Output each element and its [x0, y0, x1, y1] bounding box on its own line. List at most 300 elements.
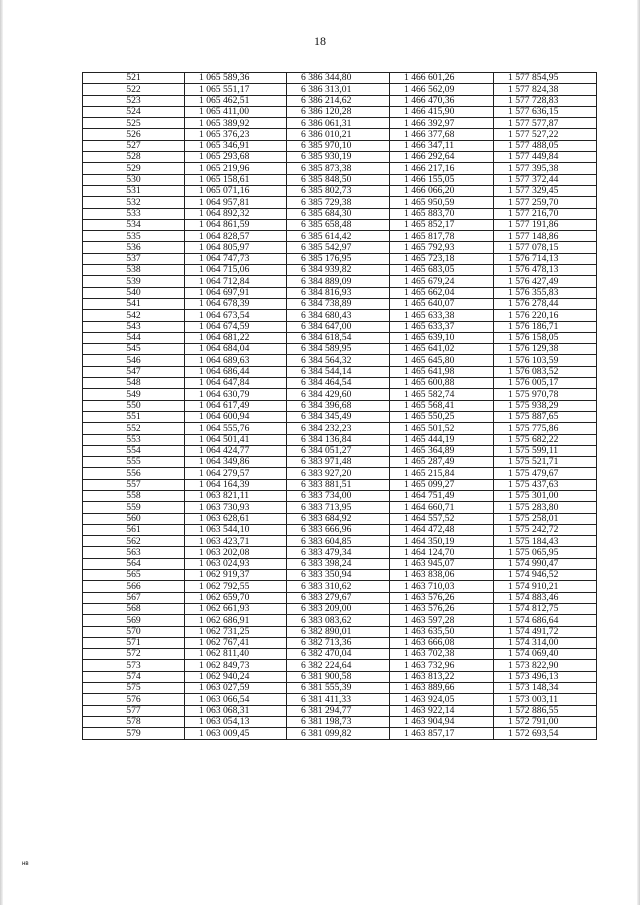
y2-cell: 1 577 527,22	[494, 129, 597, 140]
x1-cell: 1 064 555,76	[185, 423, 287, 434]
y1-cell: 6 382 224,64	[287, 660, 390, 671]
y2-cell: 1 574 314,00	[494, 637, 597, 648]
table-row	[83, 152, 597, 163]
table-row	[83, 705, 597, 716]
y1-cell: 6 384 136,84	[287, 434, 390, 445]
x2-cell: 1 465 645,80	[390, 355, 494, 366]
point-number-cell: 525	[83, 118, 185, 129]
x1-cell: 1 064 600,94	[185, 411, 287, 422]
y1-cell: 6 383 927,20	[287, 468, 390, 479]
x1-cell: 1 064 861,59	[185, 219, 287, 230]
x2-cell: 1 463 732,96	[390, 660, 494, 671]
y1-cell: 6 383 666,96	[287, 524, 390, 535]
table-row	[83, 231, 597, 242]
table-row	[83, 411, 597, 422]
x2-cell: 1 465 582,74	[390, 389, 494, 400]
table-row	[83, 536, 597, 547]
y1-cell: 6 384 618,54	[287, 332, 390, 343]
x1-cell: 1 064 617,49	[185, 400, 287, 411]
x2-cell: 1 465 501,52	[390, 423, 494, 434]
x1-cell: 1 062 686,91	[185, 615, 287, 626]
y2-cell: 1 574 491,72	[494, 626, 597, 637]
x1-cell: 1 064 805,97	[185, 242, 287, 253]
y1-cell: 6 383 350,94	[287, 570, 390, 581]
y2-cell: 1 575 682,22	[494, 434, 597, 445]
y2-cell: 1 575 521,71	[494, 457, 597, 468]
y2-cell: 1 574 686,64	[494, 615, 597, 626]
point-number-cell: 530	[83, 174, 185, 185]
y1-cell: 6 384 589,95	[287, 344, 390, 355]
table-row	[83, 468, 597, 479]
table-row	[83, 219, 597, 230]
x1-cell: 1 064 747,73	[185, 253, 287, 264]
table-row	[83, 671, 597, 682]
x2-cell: 1 465 950,59	[390, 197, 494, 208]
point-number-cell: 565	[83, 570, 185, 581]
y2-cell: 1 572 693,54	[494, 728, 597, 739]
point-number-cell: 573	[83, 660, 185, 671]
x2-cell: 1 463 945,07	[390, 558, 494, 569]
table-row	[83, 197, 597, 208]
y2-cell: 1 577 488,05	[494, 140, 597, 151]
y2-cell: 1 576 083,52	[494, 366, 597, 377]
y2-cell: 1 573 003,11	[494, 694, 597, 705]
y1-cell: 6 384 232,23	[287, 423, 390, 434]
x2-cell: 1 465 215,84	[390, 468, 494, 479]
x1-cell: 1 064 957,81	[185, 197, 287, 208]
point-number-cell: 552	[83, 423, 185, 434]
y2-cell: 1 574 946,52	[494, 570, 597, 581]
point-number-cell: 579	[83, 728, 185, 739]
point-number-cell: 542	[83, 310, 185, 321]
point-number-cell: 577	[83, 705, 185, 716]
table-row	[83, 253, 597, 264]
x1-cell: 1 062 659,70	[185, 592, 287, 603]
point-number-cell: 522	[83, 84, 185, 95]
point-number-cell: 526	[83, 129, 185, 140]
x2-cell: 1 465 444,19	[390, 434, 494, 445]
table-row	[83, 660, 597, 671]
point-number-cell: 575	[83, 683, 185, 694]
y2-cell: 1 574 910,21	[494, 581, 597, 592]
y2-cell: 1 574 883,46	[494, 592, 597, 603]
y2-cell: 1 577 191,86	[494, 219, 597, 230]
y2-cell: 1 577 577,87	[494, 118, 597, 129]
x1-cell: 1 064 630,79	[185, 389, 287, 400]
table-row	[83, 490, 597, 501]
y1-cell: 6 384 889,09	[287, 276, 390, 287]
x1-cell: 1 063 009,45	[185, 728, 287, 739]
point-number-cell: 568	[83, 603, 185, 614]
table-row	[83, 615, 597, 626]
y2-cell: 1 576 278,44	[494, 298, 597, 309]
y1-cell: 6 386 344,80	[287, 73, 390, 84]
x1-cell: 1 064 828,57	[185, 231, 287, 242]
point-number-cell: 524	[83, 106, 185, 117]
table-row	[83, 73, 597, 84]
table-row	[83, 445, 597, 456]
x2-cell: 1 465 792,93	[390, 242, 494, 253]
x2-cell: 1 463 838,06	[390, 570, 494, 581]
x2-cell: 1 465 633,38	[390, 310, 494, 321]
y2-cell: 1 576 355,83	[494, 287, 597, 298]
y2-cell: 1 577 854,95	[494, 73, 597, 84]
table-row	[83, 185, 597, 196]
point-number-cell: 576	[83, 694, 185, 705]
x1-cell: 1 065 071,16	[185, 185, 287, 196]
x1-cell: 1 064 349,86	[185, 457, 287, 468]
y1-cell: 6 384 051,27	[287, 445, 390, 456]
point-number-cell: 546	[83, 355, 185, 366]
x1-cell: 1 064 715,06	[185, 265, 287, 276]
x1-cell: 1 062 919,37	[185, 570, 287, 581]
x1-cell: 1 063 066,54	[185, 694, 287, 705]
y1-cell: 6 383 971,48	[287, 457, 390, 468]
point-number-cell: 556	[83, 468, 185, 479]
x1-cell: 1 064 164,39	[185, 479, 287, 490]
y2-cell: 1 576 103,59	[494, 355, 597, 366]
x1-cell: 1 064 681,22	[185, 332, 287, 343]
y1-cell: 6 384 345,49	[287, 411, 390, 422]
table-row	[83, 106, 597, 117]
table-row	[83, 400, 597, 411]
y1-cell: 6 381 411,33	[287, 694, 390, 705]
y2-cell: 1 573 148,34	[494, 683, 597, 694]
y2-cell: 1 577 259,70	[494, 197, 597, 208]
x2-cell: 1 466 377,68	[390, 129, 494, 140]
scan-edge-left	[0, 0, 3, 905]
y2-cell: 1 575 242,72	[494, 524, 597, 535]
point-number-cell: 551	[83, 411, 185, 422]
table-row	[83, 332, 597, 343]
x2-cell: 1 465 364,89	[390, 445, 494, 456]
y2-cell: 1 572 886,55	[494, 705, 597, 716]
table-row	[83, 524, 597, 535]
x1-cell: 1 063 821,11	[185, 490, 287, 501]
table-row	[83, 265, 597, 276]
y1-cell: 6 384 939,82	[287, 265, 390, 276]
y1-cell: 6 383 398,24	[287, 558, 390, 569]
table-row	[83, 558, 597, 569]
x2-cell: 1 465 287,49	[390, 457, 494, 468]
y2-cell: 1 575 970,78	[494, 389, 597, 400]
y1-cell: 6 383 881,51	[287, 479, 390, 490]
y1-cell: 6 383 310,62	[287, 581, 390, 592]
point-number-cell: 550	[83, 400, 185, 411]
x2-cell: 1 464 660,71	[390, 502, 494, 513]
point-number-cell: 547	[83, 366, 185, 377]
y2-cell: 1 577 216,70	[494, 208, 597, 219]
x2-cell: 1 466 347,11	[390, 140, 494, 151]
x1-cell: 1 062 767,41	[185, 637, 287, 648]
table-row	[83, 163, 597, 174]
y1-cell: 6 385 930,19	[287, 152, 390, 163]
point-number-cell: 537	[83, 253, 185, 264]
x1-cell: 1 062 811,40	[185, 649, 287, 660]
y2-cell: 1 575 065,95	[494, 547, 597, 558]
y1-cell: 6 386 061,31	[287, 118, 390, 129]
point-number-cell: 554	[83, 445, 185, 456]
x1-cell: 1 064 697,91	[185, 287, 287, 298]
y1-cell: 6 381 198,73	[287, 716, 390, 727]
x1-cell: 1 062 792,55	[185, 581, 287, 592]
y2-cell: 1 572 791,00	[494, 716, 597, 727]
x2-cell: 1 464 557,52	[390, 513, 494, 524]
point-number-cell: 560	[83, 513, 185, 524]
x2-cell: 1 465 600,88	[390, 378, 494, 389]
x2-cell: 1 465 723,18	[390, 253, 494, 264]
y2-cell: 1 576 005,17	[494, 378, 597, 389]
x1-cell: 1 065 219,96	[185, 163, 287, 174]
y1-cell: 6 385 848,50	[287, 174, 390, 185]
table-row	[83, 287, 597, 298]
y2-cell: 1 576 186,71	[494, 321, 597, 332]
point-number-cell: 557	[83, 479, 185, 490]
table-row	[83, 129, 597, 140]
x2-cell: 1 465 550,25	[390, 411, 494, 422]
y1-cell: 6 381 294,77	[287, 705, 390, 716]
x1-cell: 1 063 730,93	[185, 502, 287, 513]
table-row	[83, 513, 597, 524]
table-row	[83, 389, 597, 400]
x1-cell: 1 065 462,51	[185, 95, 287, 106]
table-row	[83, 366, 597, 377]
x2-cell: 1 463 813,22	[390, 671, 494, 682]
table-row	[83, 581, 597, 592]
x1-cell: 1 065 158,61	[185, 174, 287, 185]
y2-cell: 1 574 812,75	[494, 603, 597, 614]
y2-cell: 1 576 129,38	[494, 344, 597, 355]
y1-cell: 6 382 470,04	[287, 649, 390, 660]
x2-cell: 1 466 470,36	[390, 95, 494, 106]
y2-cell: 1 577 148,86	[494, 231, 597, 242]
table-row	[83, 242, 597, 253]
y1-cell: 6 385 542,97	[287, 242, 390, 253]
y1-cell: 6 385 176,95	[287, 253, 390, 264]
table-row	[83, 140, 597, 151]
y1-cell: 6 382 890,01	[287, 626, 390, 637]
y1-cell: 6 385 729,38	[287, 197, 390, 208]
table-row	[83, 423, 597, 434]
point-number-cell: 566	[83, 581, 185, 592]
y1-cell: 6 381 900,58	[287, 671, 390, 682]
point-number-cell: 531	[83, 185, 185, 196]
x2-cell: 1 466 562,09	[390, 84, 494, 95]
x1-cell: 1 062 731,25	[185, 626, 287, 637]
table-row	[83, 603, 597, 614]
x1-cell: 1 065 551,17	[185, 84, 287, 95]
x2-cell: 1 465 679,24	[390, 276, 494, 287]
y2-cell: 1 575 258,01	[494, 513, 597, 524]
x2-cell: 1 465 662,04	[390, 287, 494, 298]
y1-cell: 6 386 010,21	[287, 129, 390, 140]
y1-cell: 6 383 684,92	[287, 513, 390, 524]
x1-cell: 1 065 293,68	[185, 152, 287, 163]
table-row	[83, 298, 597, 309]
y1-cell: 6 383 604,85	[287, 536, 390, 547]
y2-cell: 1 575 938,29	[494, 400, 597, 411]
table-row	[83, 502, 597, 513]
point-number-cell: 521	[83, 73, 185, 84]
y2-cell: 1 574 990,47	[494, 558, 597, 569]
y2-cell: 1 575 184,43	[494, 536, 597, 547]
table-row	[83, 321, 597, 332]
y1-cell: 6 381 555,39	[287, 683, 390, 694]
x1-cell: 1 064 712,84	[185, 276, 287, 287]
table-row	[83, 547, 597, 558]
y1-cell: 6 385 802,73	[287, 185, 390, 196]
point-number-cell: 538	[83, 265, 185, 276]
point-number-cell: 564	[83, 558, 185, 569]
point-number-cell: 549	[83, 389, 185, 400]
table-row	[83, 694, 597, 705]
x2-cell: 1 465 640,07	[390, 298, 494, 309]
y2-cell: 1 577 728,83	[494, 95, 597, 106]
x1-cell: 1 064 678,39	[185, 298, 287, 309]
x1-cell: 1 065 411,00	[185, 106, 287, 117]
table-row	[83, 310, 597, 321]
y2-cell: 1 577 636,15	[494, 106, 597, 117]
table-row	[83, 84, 597, 95]
y1-cell: 6 385 614,42	[287, 231, 390, 242]
x2-cell: 1 464 472,48	[390, 524, 494, 535]
x2-cell: 1 465 633,37	[390, 321, 494, 332]
y1-cell: 6 384 544,14	[287, 366, 390, 377]
x1-cell: 1 063 027,59	[185, 683, 287, 694]
x1-cell: 1 063 544,10	[185, 524, 287, 535]
y1-cell: 6 384 429,60	[287, 389, 390, 400]
y2-cell: 1 575 775,86	[494, 423, 597, 434]
y1-cell: 6 385 684,30	[287, 208, 390, 219]
y1-cell: 6 384 680,43	[287, 310, 390, 321]
point-number-cell: 539	[83, 276, 185, 287]
x2-cell: 1 463 922,14	[390, 705, 494, 716]
coordinates-table	[82, 72, 597, 740]
x2-cell: 1 466 066,20	[390, 185, 494, 196]
x2-cell: 1 463 666,08	[390, 637, 494, 648]
y2-cell: 1 575 437,63	[494, 479, 597, 490]
x2-cell: 1 463 924,05	[390, 694, 494, 705]
y2-cell: 1 577 449,84	[494, 152, 597, 163]
x2-cell: 1 465 852,17	[390, 219, 494, 230]
x2-cell: 1 464 124,70	[390, 547, 494, 558]
table-row	[83, 208, 597, 219]
x1-cell: 1 064 424,77	[185, 445, 287, 456]
point-number-cell: 523	[83, 95, 185, 106]
table-row	[83, 95, 597, 106]
y1-cell: 6 386 120,28	[287, 106, 390, 117]
y1-cell: 6 383 734,00	[287, 490, 390, 501]
y2-cell: 1 575 301,00	[494, 490, 597, 501]
x1-cell: 1 064 686,44	[185, 366, 287, 377]
y2-cell: 1 577 372,44	[494, 174, 597, 185]
table-row	[83, 344, 597, 355]
point-number-cell: 562	[83, 536, 185, 547]
x2-cell: 1 466 155,05	[390, 174, 494, 185]
point-number-cell: 533	[83, 208, 185, 219]
y1-cell: 6 383 279,67	[287, 592, 390, 603]
point-number-cell: 574	[83, 671, 185, 682]
point-number-cell: 528	[83, 152, 185, 163]
table-row	[83, 118, 597, 129]
x2-cell: 1 466 292,64	[390, 152, 494, 163]
x2-cell: 1 466 601,26	[390, 73, 494, 84]
y2-cell: 1 575 479,67	[494, 468, 597, 479]
table-row	[83, 378, 597, 389]
point-number-cell: 532	[83, 197, 185, 208]
x1-cell: 1 062 661,93	[185, 603, 287, 614]
point-number-cell: 559	[83, 502, 185, 513]
x2-cell: 1 465 099,27	[390, 479, 494, 490]
x1-cell: 1 064 673,54	[185, 310, 287, 321]
table-row	[83, 626, 597, 637]
table-row	[83, 434, 597, 445]
y2-cell: 1 576 478,13	[494, 265, 597, 276]
table-row	[83, 570, 597, 581]
y1-cell: 6 381 099,82	[287, 728, 390, 739]
x2-cell: 1 463 702,38	[390, 649, 494, 660]
point-number-cell: 543	[83, 321, 185, 332]
footer-mark: нв	[22, 861, 29, 867]
x2-cell: 1 466 392,97	[390, 118, 494, 129]
y2-cell: 1 577 395,38	[494, 163, 597, 174]
table-row	[83, 592, 597, 603]
table-row	[83, 728, 597, 739]
x1-cell: 1 063 202,08	[185, 547, 287, 558]
x2-cell: 1 463 635,50	[390, 626, 494, 637]
x2-cell: 1 463 710,03	[390, 581, 494, 592]
y2-cell: 1 576 158,05	[494, 332, 597, 343]
x1-cell: 1 064 647,84	[185, 378, 287, 389]
x2-cell: 1 465 817,78	[390, 231, 494, 242]
y2-cell: 1 575 887,65	[494, 411, 597, 422]
point-number-cell: 571	[83, 637, 185, 648]
point-number-cell: 548	[83, 378, 185, 389]
x2-cell: 1 465 641,98	[390, 366, 494, 377]
y2-cell: 1 573 822,90	[494, 660, 597, 671]
point-number-cell: 570	[83, 626, 185, 637]
table-row	[83, 649, 597, 660]
x2-cell: 1 465 883,70	[390, 208, 494, 219]
point-number-cell: 545	[83, 344, 185, 355]
x2-cell: 1 465 641,02	[390, 344, 494, 355]
x1-cell: 1 064 684,04	[185, 344, 287, 355]
x2-cell: 1 463 576,26	[390, 592, 494, 603]
x2-cell: 1 466 217,16	[390, 163, 494, 174]
x1-cell: 1 065 389,92	[185, 118, 287, 129]
page-number: 18	[314, 34, 326, 48]
point-number-cell: 561	[83, 524, 185, 535]
y1-cell: 6 385 658,48	[287, 219, 390, 230]
x2-cell: 1 463 597,28	[390, 615, 494, 626]
y1-cell: 6 384 738,89	[287, 298, 390, 309]
y1-cell: 6 383 713,95	[287, 502, 390, 513]
y1-cell: 6 384 396,68	[287, 400, 390, 411]
table-row	[83, 479, 597, 490]
x1-cell: 1 063 423,71	[185, 536, 287, 547]
point-number-cell: 567	[83, 592, 185, 603]
y1-cell: 6 383 479,34	[287, 547, 390, 558]
point-number-cell: 541	[83, 298, 185, 309]
table-row	[83, 174, 597, 185]
x1-cell: 1 065 376,23	[185, 129, 287, 140]
y2-cell: 1 576 714,13	[494, 253, 597, 264]
x2-cell: 1 463 576,26	[390, 603, 494, 614]
y2-cell: 1 577 824,38	[494, 84, 597, 95]
y2-cell: 1 576 220,16	[494, 310, 597, 321]
x1-cell: 1 065 589,36	[185, 73, 287, 84]
point-number-cell: 563	[83, 547, 185, 558]
